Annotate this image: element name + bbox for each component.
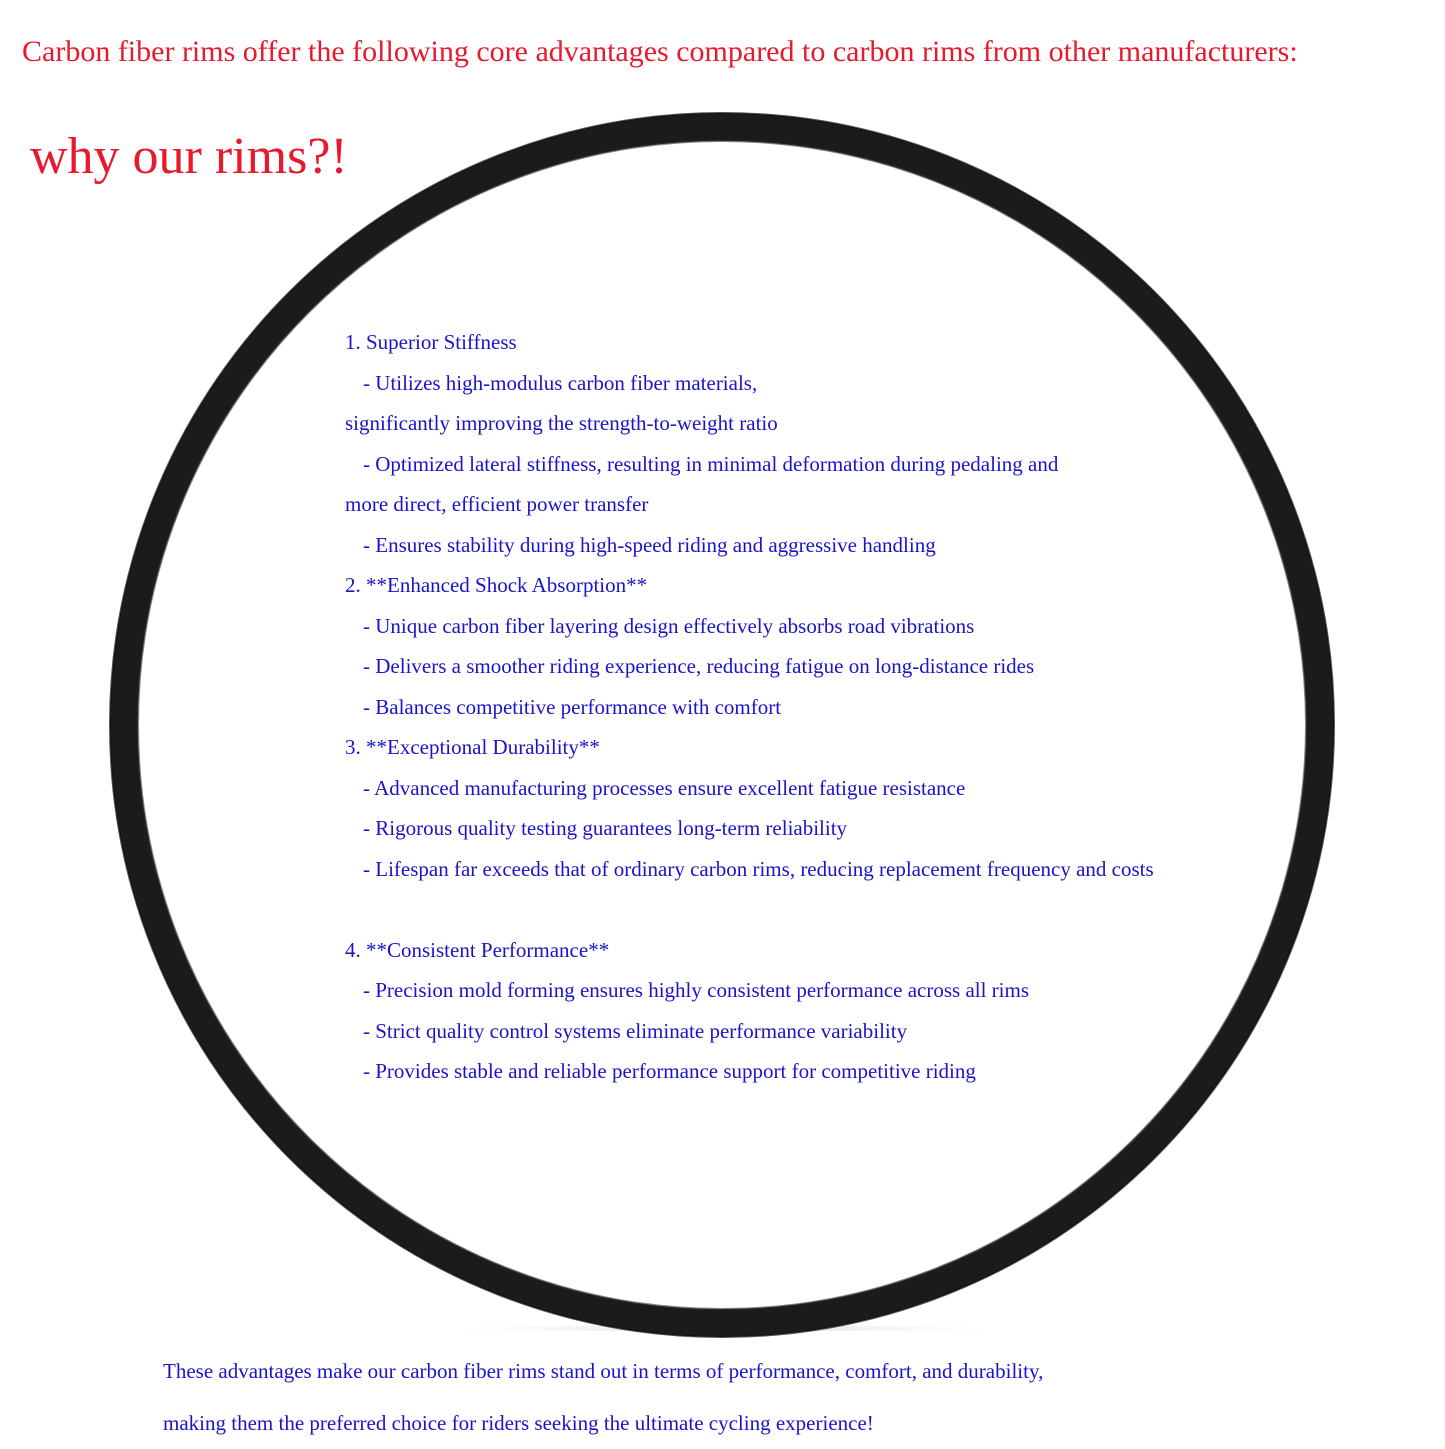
section-point: - Strict quality control systems eliminate performance variability: [363, 1018, 908, 1043]
tagline: why our rims?!: [30, 128, 348, 185]
section-heading: 1. Superior Stiffness: [345, 330, 517, 354]
section-point: - Lifespan far exceeds that of ordinary carbon rims, reducing replacement frequency and costs: [363, 856, 1154, 881]
section-heading: 2. **Enhanced Shock Absorption**: [345, 573, 648, 597]
section-point-continuation: significantly improving the strength-to-weight ratio: [345, 411, 778, 435]
section-spacer: [345, 889, 1245, 930]
headline: Carbon fiber rims offer the following core advantages compared to carbon rims from other manufacturers:: [22, 35, 1298, 68]
section-heading: 4. **Consistent Performance**: [345, 937, 610, 962]
section-heading: 3. **Exceptional Durability**: [345, 735, 600, 759]
section-point: - Optimized lateral stiffness, resulting in minimal deformation during pedaling and: [363, 451, 1059, 476]
footer-line: These advantages make our carbon fiber rims stand out in terms of performance, comfort, and durability,: [163, 1359, 1044, 1383]
section-point: - Unique carbon fiber layering design effectively absorbs road vibrations: [363, 613, 975, 638]
section-point: - Rigorous quality testing guarantees long-term reliability: [363, 816, 848, 840]
section-point: - Utilizes high-modulus carbon fiber materials,: [363, 370, 758, 395]
footer-summary: [163, 1345, 1263, 1449]
advantages-list: [345, 322, 1245, 1092]
section-point: - Ensures stability during high-speed riding and aggressive handling: [363, 532, 936, 557]
section-point: - Precision mold forming ensures highly consistent performance across all rims: [363, 978, 1030, 1002]
section-point: - Advanced manufacturing processes ensure excellent fatigue resistance: [363, 775, 966, 800]
section-point: - Delivers a smoother riding experience, reducing fatigue on long-distance rides: [363, 654, 1035, 678]
section-point-continuation: more direct, efficient power transfer: [345, 492, 649, 516]
footer-line: making them the preferred choice for riders seeking the ultimate cycling experience!: [163, 1411, 874, 1435]
section-point: - Provides stable and reliable performance support for competitive riding: [363, 1059, 976, 1083]
section-point: - Balances competitive performance with comfort: [363, 694, 782, 719]
